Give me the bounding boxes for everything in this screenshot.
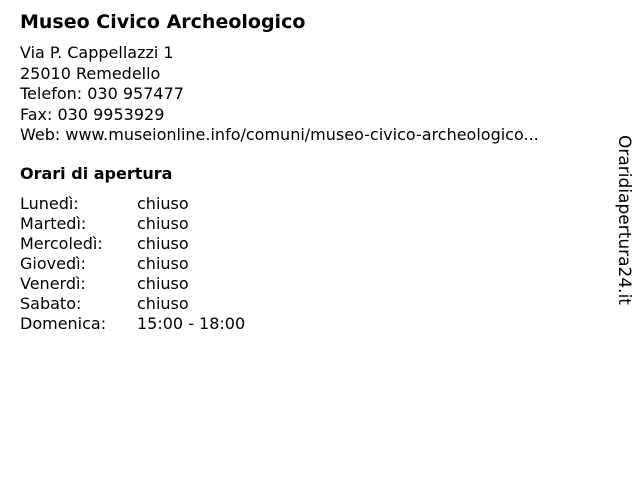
museum-title: Museo Civico Archeologico [20,11,306,33]
day-label: Martedì: [20,214,87,233]
day-hours: chiuso [137,274,189,293]
day-hours: chiuso [137,254,189,273]
day-hours: 15:00 - 18:00 [137,314,246,333]
address-line: Via P. Cappellazzi 1 [20,43,174,62]
contact-info [20,43,539,146]
opening-hours-heading: Orari di apertura [20,164,173,183]
day-hours: chiuso [137,294,189,313]
day-hours: chiuso [137,194,189,213]
day-label: Venerdì: [20,274,86,293]
day-label: Giovedì: [20,254,86,273]
day-label: Sabato: [20,294,82,313]
web-line: Web: www.museionline.info/comuni/museo-civico-archeologico... [20,125,539,144]
city-line: 25010 Remedello [20,63,161,83]
day-hours: chiuso [137,214,189,233]
day-label: Mercoledì: [20,234,103,253]
fax-line: Fax: 030 9953929 [20,104,165,124]
site-watermark: Oraridiapertura24.it [614,135,634,305]
day-label: Domenica: [20,314,107,333]
day-label: Lunedì: [20,194,79,213]
phone-line: Telefon: 030 957477 [20,84,184,103]
day-hours: chiuso [137,234,189,253]
